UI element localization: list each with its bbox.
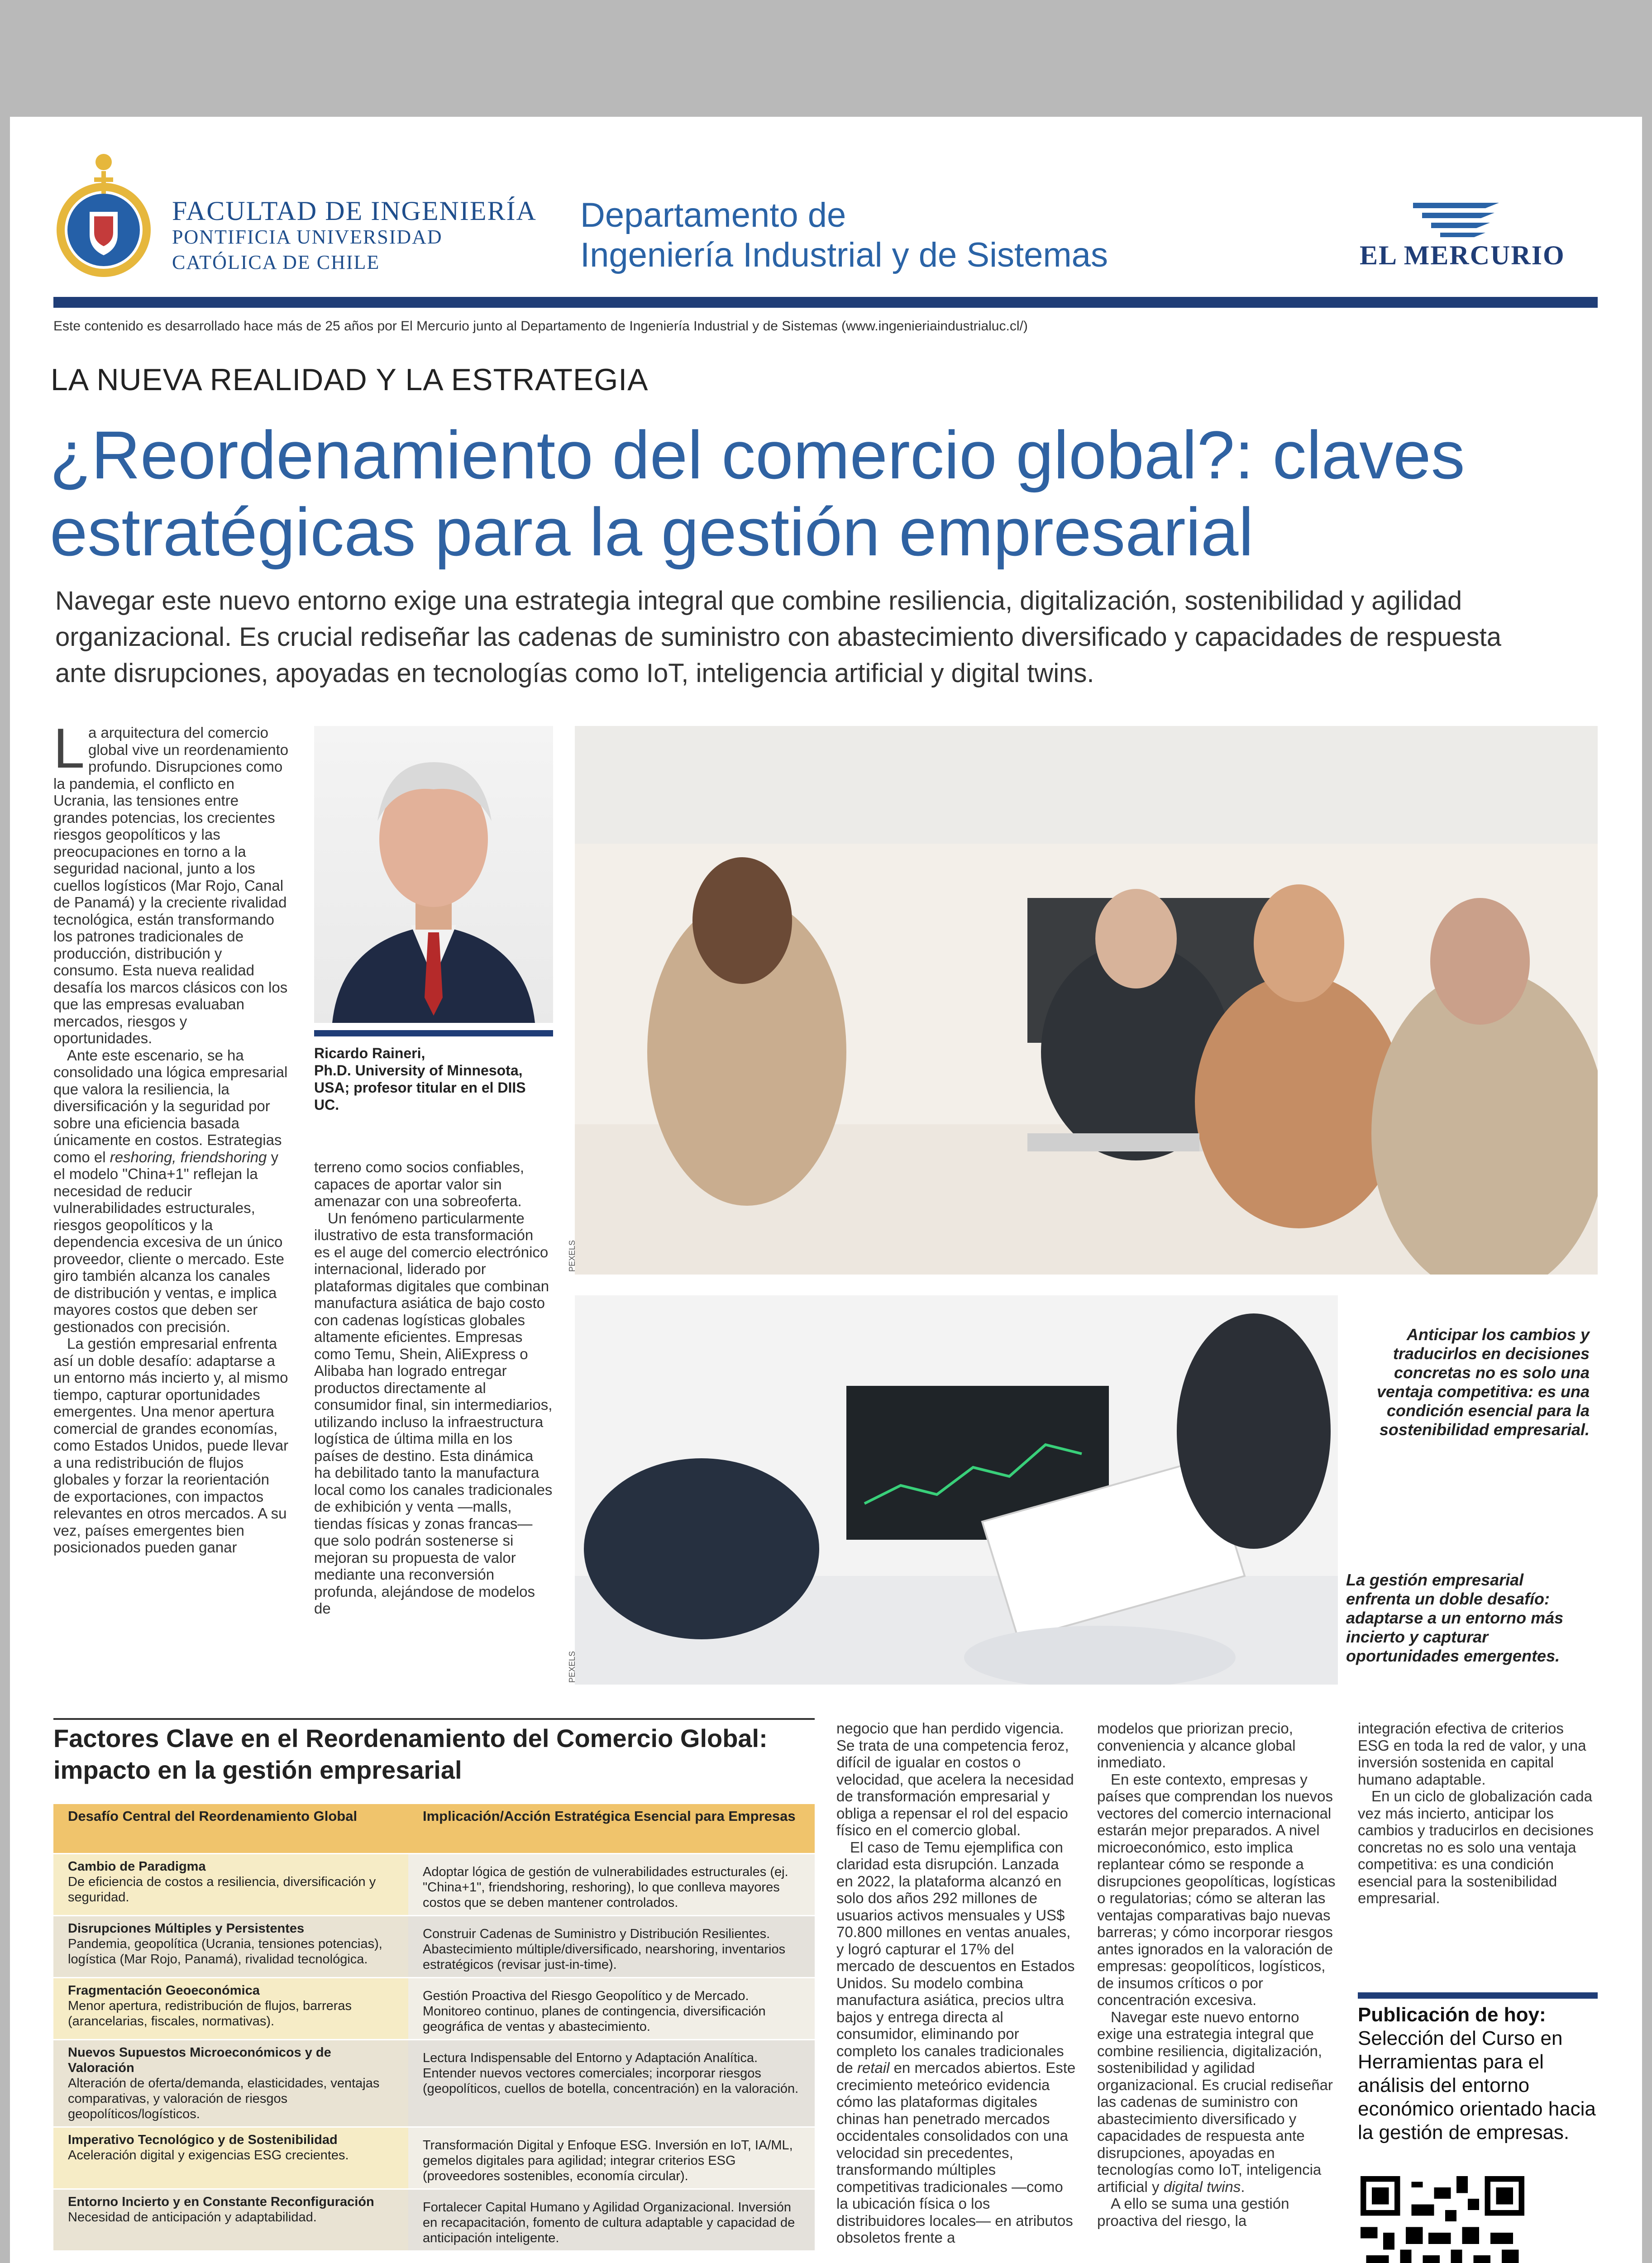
- emphasis: reshoring, friendshoring: [110, 1148, 267, 1165]
- paragraph: negocio que han perdido vigencia. Se trata de una competencia feroz, difícil de igualar en costos o velocidad, que acelera la necesidad de transformación empresarial y obliga a repensar el rol del espacio físico en el comercio global.: [836, 1720, 1074, 1838]
- dept-line1: Departamento de: [580, 196, 846, 234]
- key-factors-table: [53, 1804, 815, 2252]
- challenge-title: Entorno Incierto y en Constante Reconfiguración: [68, 2195, 374, 2209]
- meeting-photo: [575, 726, 1598, 1275]
- university-seal-logo: [53, 144, 154, 288]
- challenge-cell: [53, 1854, 408, 1916]
- challenge-title: Nuevos Supuestos Microeconómicos y de Valoración: [68, 2045, 331, 2075]
- paragraph-part: y el modelo "China+1" reflejan la necesidad de reducir vulnerabilidades estructurales, riesgos geopolíticos y la dependencia excesiva de un único proveedor, cliente o mercado. Este giro también alcanza los canales de distribución y ventas, e implica mayores costos que deben ser gestionados con precisión.: [53, 1148, 284, 1335]
- table-row: [53, 2189, 815, 2251]
- challenge-desc: De eficiencia de costos a resiliencia, diversificación y seguridad.: [68, 1875, 376, 1905]
- challenge-desc: Pandemia, geopolítica (Ucrania, tensiones potencias), logística (Mar Rojo, Panamá), rivalidad tecnológica.: [68, 1937, 382, 1967]
- challenge-title: Imperativo Tecnológico y de Sostenibilidad: [68, 2133, 338, 2147]
- challenge-cell: [53, 2040, 408, 2127]
- table-header: Desafío Central del Reordenamiento Global: [53, 1804, 408, 1854]
- faculty-sub-line2: CATÓLICA DE CHILE: [172, 251, 380, 273]
- article-column-3: [836, 1720, 1076, 2263]
- action-cell: Lectura Indispensable del Entorno y Adaptación Analítica. Entender nuevos vectores comerciales; incorporar riesgos (geopolíticos, cuellos de botella, concentración) en la valoración.: [408, 2040, 815, 2127]
- article-headline: ¿Reordenamiento del comercio global?: claves estratégicas para la gestión empresarial: [50, 417, 1465, 570]
- faculty-subtitle: [172, 224, 443, 275]
- paragraph: modelos que priorizan precio, conveniencia y alcance global inmediato.: [1097, 1720, 1296, 1771]
- paragraph-part: Ante este escenario, se ha consolidado una lógica empresarial que valora la resiliencia, la diversificación y la seguridad por sobre una eficiencia basada únicamente en costos. Estrategias como el: [53, 1046, 288, 1165]
- photo-credit-2: PEXELS: [568, 1651, 577, 1683]
- challenge-desc: Alteración de oferta/demanda, elasticidades, ventajas comparativas, y valoración de riesgos geopolíticos/logísticos.: [68, 2076, 380, 2121]
- faculty-sub-line1: PONTIFICIA UNIVERSIDAD: [172, 226, 443, 248]
- table-row: [53, 2040, 815, 2127]
- challenge-desc: Necesidad de anticipación y adaptabilidad.: [68, 2210, 317, 2225]
- paragraph: En este contexto, empresas y países que comprendan los nuevos vectores del comercio internacional estarán mejor preparados. A nivel microeconómico, esto implica replantear cómo se responde a disrupciones geopolíticas, logísticas o regulatorias; cómo se alteran las ventajas comparativas bajo nuevas barreras; y cómo incorporar riesgos antes ignorados en la valoración de empresas: geopolíticos, logísticos, de insumos críticos o por concentración excesiva.: [1097, 1771, 1336, 2008]
- table-rule: [53, 1718, 815, 1720]
- challenge-desc: Aceleración digital y exigencias ESG crecientes.: [68, 2148, 349, 2163]
- header-rule: [53, 297, 1598, 308]
- paragraph-part: en mercados abiertos. Este crecimiento meteórico evidencia cómo las plataformas digitales chinas han penetrado mercados occidentales consolidados con una velocidad sin precedentes, transformando múltiples competitivas tradicionales —como la ubicación física o los distribuidores locales— en atributos obsoletos frente a: [836, 2059, 1076, 2246]
- action-cell: Adoptar lógica de gestión de vulnerabilidades estructurales (ej. "China+1", friendshoring, reshoring), lo que conlleva mayores costos que se deben mantener controlados.: [408, 1854, 815, 1916]
- photo-caption-2: La gestión empresarial enfrenta un doble desafío: adaptarse a un entorno más incierto y capturar oportunidades emergentes.: [1346, 1571, 1564, 1665]
- paragraph: A ello se suma una gestión proactiva del riesgo, la: [1097, 2195, 1289, 2229]
- documents-photo: [575, 1295, 1338, 1685]
- challenge-title: Fragmentación Geoeconómica: [68, 1983, 260, 1998]
- author-bar: [314, 1030, 553, 1036]
- faculty-title: FACULTAD DE INGENIERÍA: [172, 196, 537, 226]
- el-mercurio-logo-mark: [1395, 198, 1504, 239]
- article-lead: Navegar este nuevo entorno exige una estrategia integral que combine resiliencia, digitalización, sostenibilidad y agilidad organizacional. Es crucial rediseñar las cadenas de suministro con abastecimiento diversificado y capacidades de respuesta ante disrupciones, apoyadas en tecnologías como IoT, inteligencia artificial y digital twins.: [55, 586, 1501, 688]
- table-row: [53, 1916, 815, 1978]
- photo-credit: PEXELS: [568, 1240, 577, 1272]
- qr-code-icon[interactable]: [1361, 2176, 1524, 2263]
- paragraph: Un fenómeno particularmente ilustrativo de esta transformación es el auge del comercio electrónico internacional, liderado por plataformas digitales que combinan manufactura asiática de bajo costo con cadenas logísticas globales altamente eficientes. Empresas como Temu, Shein, AliExpress o Alibaba han logrado entregar productos directamente al consumidor final, sin intermediarios, utilizando incluso la infraestructura logística de última milla en los países de destino. Esta dinámica ha debilitado tanto la manufactura local como los canales tradicionales de exhibición y venta —malls, tiendas físicas y zonas francas— que solo podrán sostenerse si mejoran su propuesta de valor mediante una reconversión profunda, alejándose de modelos de: [314, 1209, 553, 1617]
- publication-body: Selección del Curso en Herramientas para el análisis del entorno económico orientado hacia la gestión de empresas.: [1358, 2027, 1596, 2144]
- paragraph: La gestión empresarial enfrenta así un doble desafío: adaptarse a un entorno más incierto y, al mismo tiempo, capturar oportunidades emergentes. Una menor apertura comercial de grandes economías, como Estados Unidos, puede llevar a una redistribución de flujos globales y forzar la reorientación de exportaciones, con impactos relevantes en otros mercados. A su vez, países emergentes bien posicionados pueden ganar: [53, 1335, 289, 1556]
- author-portrait: [314, 726, 553, 1023]
- emphasis: retail: [857, 2059, 890, 2076]
- action-cell: Fortalecer Capital Humano y Agilidad Organizacional. Inversión en recapacitación, fomento de cultura adaptable y capacidad de anticipación inteligente.: [408, 2189, 815, 2251]
- action-cell: Construir Cadenas de Suministro y Distribución Resilientes. Abastecimiento múltiple/diversificado, nearshoring, inventarios estratégicos (revisar just-in-time).: [408, 1916, 815, 1978]
- table-row: [53, 1978, 815, 2040]
- challenge-cell: [53, 1978, 408, 2040]
- table-title: Factores Clave en el Reordenamiento del Comercio Global: impacto en la gestión empresarial: [53, 1724, 768, 1784]
- dept-line2: Ingeniería Industrial y de Sistemas: [580, 236, 1108, 274]
- paragraph: terreno como socios confiables, capaces de aportar valor sin amenazar con una sobreoferta.: [314, 1159, 525, 1209]
- challenge-cell: [53, 2127, 408, 2189]
- paragraph-part: .: [1241, 2178, 1245, 2195]
- action-cell: Transformación Digital y Enfoque ESG. Inversión en IoT, IA/ML, gemelos digitales para agilidad; integrar criterios ESG (proveedores sostenibles, economía circular).: [408, 2127, 815, 2189]
- author-bio: Ph.D. University of Minnesota, USA; profesor titular en el DIIS UC.: [314, 1062, 526, 1113]
- author-name: Ricardo Raineri,: [314, 1045, 425, 1061]
- author-caption: [314, 1045, 553, 1113]
- paragraph: a arquitectura del comercio global vive un reordenamiento profundo. Disrupciones como la pandemia, el conflicto en Ucrania, las tensiones entre grandes potencias, los crecientes riesgos geopolíticos y las preocupaciones en torno a la seguridad nacional, junto a los cuellos logísticos (Mar Rojo, Canal de Panamá) y la creciente rivalidad tecnológica, están transformando los patrones tradicionales de producción, distribución y consumo. Esta nueva realidad desafía los marcos clásicos con los que las empresas evaluaban mercados, riesgos y oportunidades.: [53, 724, 289, 1046]
- article-kicker: LA NUEVA REALIDAD Y LA ESTRATEGIA: [51, 363, 649, 397]
- paragraph-part: El caso de Temu ejemplifica con claridad esta disrupción. Lanzada en 2022, la plataforma alcanzó en solo dos años 292 millones de usuarios activos mensuales y US$ 70.800 millones en ventas anuales, y logró capturar el 17% del mercado de descuentos en Estados Unidos. Su modelo combina manufactura asiática, precios ultra bajos y entrega directa al consumidor, eliminando por completo los canales tradicionales de: [836, 1838, 1075, 2076]
- article-column-2: [314, 1159, 553, 1688]
- challenge-title: Disrupciones Múltiples y Persistentes: [68, 1921, 305, 1936]
- action-cell: Gestión Proactiva del Riesgo Geopolítico y de Mercado. Monitoreo continuo, planes de contingencia, diversificación geográfica de ventas y abastecimiento.: [408, 1978, 815, 2040]
- paragraph: integración efectiva de criterios ESG en toda la red de valor, y una inversión sostenida en capital humano adaptable.: [1358, 1720, 1586, 1788]
- article-column-4: [1097, 1720, 1337, 2263]
- challenge-desc: Menor apertura, redistribución de flujos, barreras (arancelarias, fiscales, normativas).: [68, 1999, 352, 2029]
- publication-rule: [1358, 1992, 1598, 1999]
- emphasis: digital twins: [1163, 2178, 1241, 2195]
- article-column-5: [1358, 1720, 1598, 1937]
- challenge-cell: [53, 2189, 408, 2251]
- paragraph: En un ciclo de globalización cada vez más incierto, anticipar los cambios y traducirlos en decisiones concretas no es solo una ventaja competitiva: es una condición esencial para la sostenibilidad empresarial.: [1358, 1788, 1594, 1906]
- newspaper-name: EL MERCURIO: [1360, 240, 1565, 270]
- paragraph-part: Navegar este nuevo entorno exige una estrategia integral que combine resiliencia, digitalización, sostenibilidad y agilidad organizacional. Es crucial rediseñar las cadenas de suministro con abastecimiento diversificado y capacidades de respuesta ante disrupciones, apoyadas en tecnologías como IoT, inteligencia artificial y: [1097, 2008, 1333, 2195]
- table-header: Implicación/Acción Estratégica Esencial para Empresas: [408, 1804, 815, 1854]
- challenge-cell: [53, 1916, 408, 1978]
- table-row: [53, 1854, 815, 1916]
- drop-cap: L: [53, 724, 85, 780]
- department-name: [580, 196, 1108, 275]
- challenge-title: Cambio de Paradigma: [68, 1859, 206, 1874]
- content-credit: Este contenido es desarrollado hace más de 25 años por El Mercurio junto al Departamento de Ingeniería Industrial y de Sistemas (www.ingenieriaindustrialuc.cl/): [53, 319, 1028, 334]
- table-row: [53, 2127, 815, 2189]
- publication-title: Publicación de hoy:: [1358, 2004, 1546, 2026]
- photo-caption-1: Anticipar los cambios y traducirlos en decisiones concretas no es solo una ventaja competitiva: es una condición esencial para la sostenibilidad empresarial.: [1376, 1325, 1590, 1439]
- article-column-1: [53, 724, 289, 1688]
